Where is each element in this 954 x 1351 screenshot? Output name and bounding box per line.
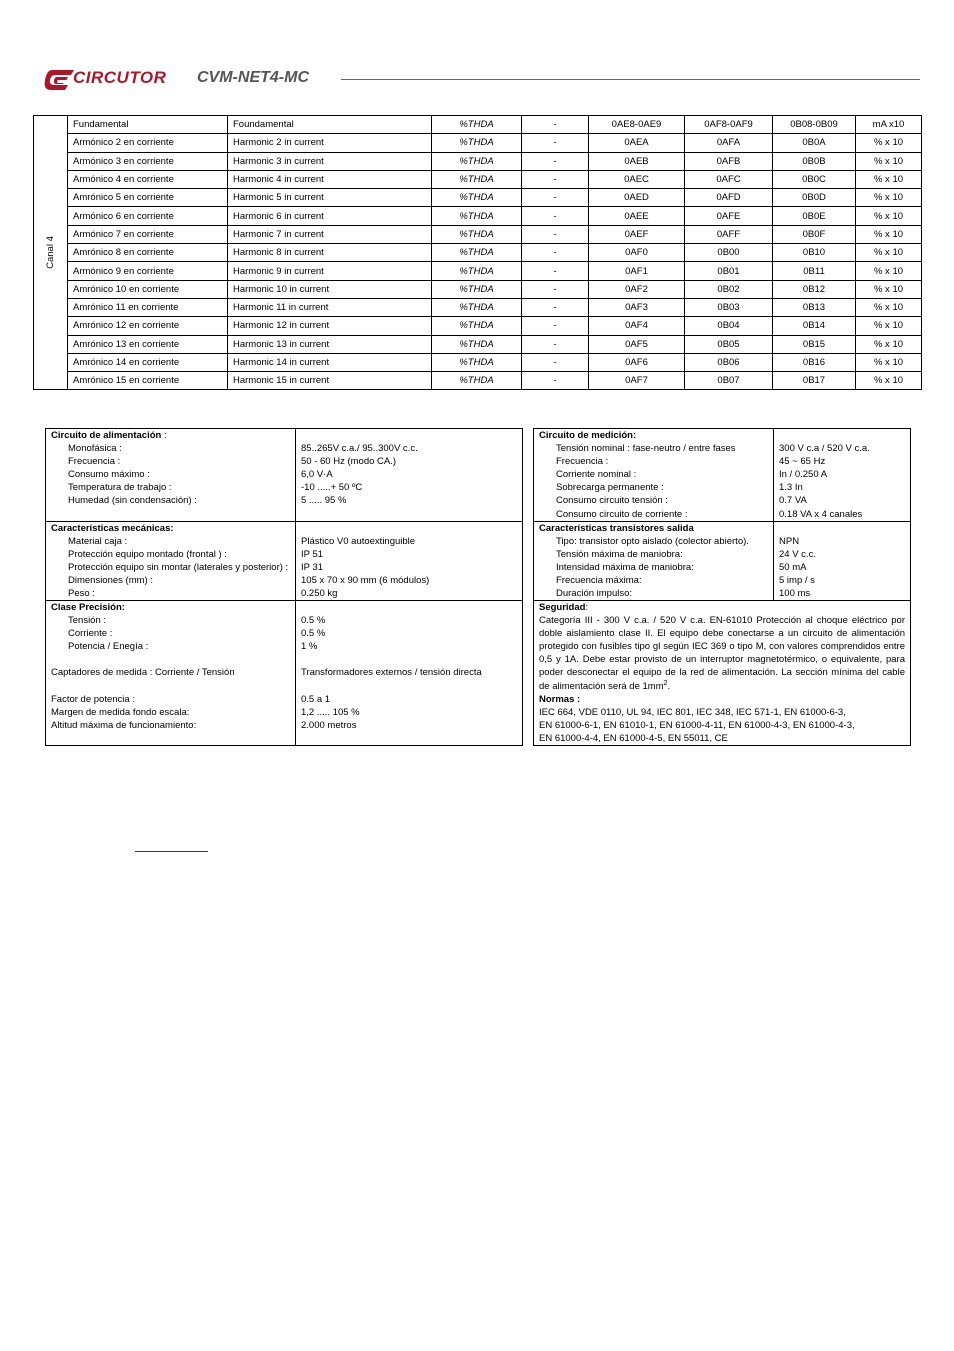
cell-unit: %THDA <box>432 335 522 353</box>
spec-value: IP 51 <box>301 549 324 561</box>
cell-unit: %THDA <box>432 225 522 243</box>
cell-address-3: 0B0F <box>773 225 856 243</box>
spec-value: -10 .....+ 50 ºC <box>301 482 363 494</box>
spec-value: 0.5 % <box>301 615 326 627</box>
standards-line: IEC 664, VDE 0110, UL 94, IEC 801, IEC 348, IEC 571-1, EN 61000-6-3, <box>539 706 846 718</box>
measurement-section <box>534 429 910 522</box>
cell-dash: - <box>522 116 589 134</box>
cell-address-1: 0AF5 <box>589 335 685 353</box>
spec-value: 5 ..... 95 % <box>301 495 347 507</box>
section-title: Circuito de alimentación : <box>51 430 167 441</box>
cell-unit: %THDA <box>432 189 522 207</box>
cell-description-en: Harmonic 11 in current <box>228 298 432 316</box>
spec-value: 1 % <box>301 641 318 653</box>
cell-scale: % x 10 <box>856 189 922 207</box>
cell-address-1: 0AF4 <box>589 317 685 335</box>
spec-label: Consumo máximo : <box>68 469 150 481</box>
underline-link[interactable] <box>135 851 208 852</box>
spec-label: Temperatura de trabajo : <box>68 482 172 494</box>
standards-title: Normas : <box>539 693 581 705</box>
cell-description-en: Harmonic 6 in current <box>228 207 432 225</box>
spec-value: 0.5 % <box>301 628 326 640</box>
cell-scale: mA x10 <box>856 116 922 134</box>
spec-label: Humedad (sin condensación) : <box>68 495 197 507</box>
standards-line: EN 61000-6-1, EN 61010-1, EN 61000-4-11, EN 61000-4-3, EN 61000-4-3, <box>539 719 855 731</box>
safety-text: Categoría III - 300 V c.a. / 520 V c.a. EN-61010 Protección al choque eléctrico por doble aislamiento clase II. El equipo debe conectarse a un circuito de alimentación protegido con fusibles tipo gl según IEC 369 o tipo M, con valores comprendidos entre 0,5 y 1A. Debe estar provisto de un interruptor magnetotérmico, o equivalente, para poder desconectar el equipo de la red de alimentación. La sección mínima del cable de alimentación será de $1mm^2$. <box>539 615 905 692</box>
spec-row <box>46 574 522 587</box>
spec-value: 24 V c.c. <box>779 549 816 561</box>
cell-address-1: 0AEB <box>589 152 685 170</box>
cell-unit: %THDA <box>432 152 522 170</box>
spec-value: 0.18 VA x 4 canales <box>779 508 863 520</box>
spec-value: 50 - 60 Hz (modo CA.) <box>301 456 397 468</box>
spec-row <box>534 587 910 600</box>
spec-row <box>46 627 522 640</box>
cell-scale: % x 10 <box>856 335 922 353</box>
spec-label: Protección equipo sin montar (laterales y posterior) : <box>68 562 289 574</box>
cell-description-en: Harmonic 7 in current <box>228 225 432 243</box>
spec-label: Tensión : <box>68 615 107 627</box>
header-rule <box>341 79 920 80</box>
cell-address-3: 0B0A <box>773 134 856 152</box>
cell-dash: - <box>522 134 589 152</box>
cell-scale: % x 10 <box>856 372 922 390</box>
cell-address-3: 0B15 <box>773 335 856 353</box>
model-name: CVM-NET4-MC <box>197 69 309 86</box>
cell-dash: - <box>522 189 589 207</box>
table-row <box>34 353 922 371</box>
cell-scale: % x 10 <box>856 152 922 170</box>
cell-unit: %THDA <box>432 280 522 298</box>
spec-row <box>534 561 910 574</box>
section-title: Seguridad: <box>539 602 589 613</box>
cell-scale: % x 10 <box>856 170 922 188</box>
spec-value: 0.5 a 1 <box>301 693 331 705</box>
spec-value: In / 0.250 A <box>779 469 828 481</box>
spec-row <box>46 561 522 574</box>
cell-address-3: 0B12 <box>773 280 856 298</box>
cell-unit: %THDA <box>432 134 522 152</box>
table-row <box>34 372 922 390</box>
spec-row <box>534 455 910 468</box>
spec-label: Corriente nominal : <box>556 469 637 481</box>
cell-address-3: 0B13 <box>773 298 856 316</box>
cell-address-2: 0AF8-0AF9 <box>685 116 773 134</box>
cell-description-es: Amrónico 13 en corriente <box>68 335 228 353</box>
cell-unit: %THDA <box>432 262 522 280</box>
spec-label: Tensión nominal : fase-neutro / entre fases <box>556 443 736 455</box>
spec-value: 1,2 ..... 105 % <box>301 706 360 718</box>
spec-label: Peso : <box>68 588 95 600</box>
spec-label: Frecuencia : <box>68 456 121 468</box>
cell-dash: - <box>522 335 589 353</box>
cell-address-2: 0B07 <box>685 372 773 390</box>
precision-section <box>46 601 522 745</box>
spec-row <box>46 693 522 706</box>
table-row <box>34 280 922 298</box>
cell-address-1: 0AEE <box>589 207 685 225</box>
spec-value: 1.3 In <box>779 482 803 494</box>
spec-label: Consumo circuito tensión : <box>556 495 668 507</box>
cell-address-3: 0B10 <box>773 244 856 262</box>
cell-scale: % x 10 <box>856 353 922 371</box>
cell-description-en: Harmonic 2 in current <box>228 134 432 152</box>
spec-label: Corriente : <box>68 628 113 640</box>
spec-row <box>534 535 910 548</box>
spec-row <box>46 587 522 600</box>
spec-value: 105 x 70 x 90 mm (6 módulos) <box>301 575 430 587</box>
spec-row <box>534 508 910 521</box>
safety-section <box>534 601 910 745</box>
cell-address-1: 0AF6 <box>589 353 685 371</box>
section-title: Características transistores salida <box>539 523 694 534</box>
spec-label: Factor de potencia : <box>51 693 135 705</box>
cell-description-es: Armónico 9 en corriente <box>68 262 228 280</box>
spec-label: Altitud máxima de funcionamiento: <box>51 719 197 731</box>
cell-description-en: Harmonic 8 in current <box>228 244 432 262</box>
spec-label: Tensión máxima de maniobra: <box>556 549 683 561</box>
cell-description-en: Harmonic 10 in current <box>228 280 432 298</box>
spec-row <box>534 494 910 507</box>
cell-unit: %THDA <box>432 207 522 225</box>
spec-row <box>46 666 522 679</box>
spec-row <box>46 535 522 548</box>
spec-row <box>534 574 910 587</box>
cell-description-es: Armónico 3 en corriente <box>68 152 228 170</box>
table-row <box>34 225 922 243</box>
spec-row <box>46 548 522 561</box>
spec-row <box>46 455 522 468</box>
spec-label: Margen de medida fondo escala: <box>51 706 190 718</box>
spec-label: Monofásica : <box>68 443 122 455</box>
cell-dash: - <box>522 298 589 316</box>
cell-dash: - <box>522 207 589 225</box>
spec-value: 50 mA <box>779 562 807 574</box>
cell-description-es: Amrónico 10 en corriente <box>68 280 228 298</box>
cell-address-1: 0AF7 <box>589 372 685 390</box>
page-header <box>44 64 920 96</box>
cell-address-2: 0AFD <box>685 189 773 207</box>
cell-address-3: 0B0B <box>773 152 856 170</box>
spec-row <box>46 468 522 481</box>
table-row <box>34 189 922 207</box>
cell-address-1: 0AF1 <box>589 262 685 280</box>
cell-address-2: 0AFC <box>685 170 773 188</box>
cell-description-es: Amrónico 8 en corriente <box>68 244 228 262</box>
cell-address-2: 0B02 <box>685 280 773 298</box>
table-row <box>34 152 922 170</box>
spec-label: Tipo: transistor opto aislado (colector abierto). <box>556 536 749 548</box>
standards-line: EN 61000-4-4, EN 61000-4-5, EN 55011, CE <box>539 732 728 744</box>
spec-label: Sobrecarga permanente : <box>556 482 664 494</box>
spec-value: IP 31 <box>301 562 324 574</box>
spec-label: Frecuencia máxima: <box>556 575 642 587</box>
spec-row <box>534 442 910 455</box>
spec-row <box>46 442 522 455</box>
spec-value: NPN <box>779 536 800 548</box>
spec-label: Protección equipo montado (frontal ) : <box>68 549 227 561</box>
table-row <box>34 335 922 353</box>
table-row <box>34 207 922 225</box>
cell-dash: - <box>522 262 589 280</box>
cell-description-en: Harmonic 15 in current <box>228 372 432 390</box>
table-row <box>34 262 922 280</box>
cell-address-2: 0B06 <box>685 353 773 371</box>
cell-description-en: Harmonic 3 in current <box>228 152 432 170</box>
cell-description-en: Harmonic 12 in current <box>228 317 432 335</box>
cell-scale: % x 10 <box>856 244 922 262</box>
cell-address-3: 0B16 <box>773 353 856 371</box>
mechanical-section <box>46 522 522 601</box>
cell-address-2: 0B03 <box>685 298 773 316</box>
table-row <box>34 116 922 134</box>
spec-row <box>534 481 910 494</box>
spec-label: Material caja : <box>68 536 128 548</box>
cell-address-1: 0AEF <box>589 225 685 243</box>
cell-address-1: 0AEC <box>589 170 685 188</box>
cell-address-3: 0B0D <box>773 189 856 207</box>
spec-label: Dimensiones (mm) : <box>68 575 153 587</box>
cell-scale: % x 10 <box>856 317 922 335</box>
spec-value: 85..265V c.a./ 95..300V c.c. <box>301 443 418 455</box>
cell-unit: %THDA <box>432 170 522 188</box>
spec-value: 300 V c.a / 520 V c.a. <box>779 443 870 455</box>
table-row <box>34 170 922 188</box>
cell-description-es: Amrónico 14 en corriente <box>68 353 228 371</box>
cell-address-1: 0AED <box>589 189 685 207</box>
cell-address-2: 0AFF <box>685 225 773 243</box>
cell-unit: %THDA <box>432 298 522 316</box>
cell-address-2: 0AFA <box>685 134 773 152</box>
cell-description-es: Armónico 2 en corriente <box>68 134 228 152</box>
table-row <box>34 317 922 335</box>
cell-description-en: Foundamental <box>228 116 432 134</box>
cell-dash: - <box>522 170 589 188</box>
cell-scale: % x 10 <box>856 298 922 316</box>
spec-label: Intensidad máxima de maniobra: <box>556 562 694 574</box>
cell-address-3: 0B14 <box>773 317 856 335</box>
spec-value: 6,0 V·A <box>301 469 333 481</box>
cell-scale: % x 10 <box>856 225 922 243</box>
cell-description-en: Harmonic 13 in current <box>228 335 432 353</box>
cell-address-2: 0AFB <box>685 152 773 170</box>
cell-scale: % x 10 <box>856 280 922 298</box>
cell-address-1: 0AF2 <box>589 280 685 298</box>
cell-dash: - <box>522 280 589 298</box>
brand-name: CIRCUTOR <box>73 68 167 87</box>
spec-value: 2.000 metros <box>301 719 357 731</box>
spec-label: Frecuencia : <box>556 456 609 468</box>
cell-dash: - <box>522 317 589 335</box>
cell-description-es: Amrónico 5 en corriente <box>68 189 228 207</box>
cell-unit: %THDA <box>432 244 522 262</box>
cell-description-es: Armónico 6 en corriente <box>68 207 228 225</box>
cell-address-2: 0B00 <box>685 244 773 262</box>
spec-value: Transformadores externos / tensión directa <box>301 667 482 679</box>
cell-description-en: Harmonic 4 in current <box>228 170 432 188</box>
cell-description-en: Harmonic 5 in current <box>228 189 432 207</box>
cell-dash: - <box>522 353 589 371</box>
section-title: Circuito de medición: <box>539 430 637 441</box>
spec-label: Potencia / Enegía : <box>68 641 149 653</box>
spec-value: 5 imp / s <box>779 575 815 587</box>
cell-unit: %THDA <box>432 372 522 390</box>
spec-value: Plástico V0 autoextinguible <box>301 536 416 548</box>
spec-row <box>46 614 522 627</box>
channel-label: Canal 4 <box>34 116 68 390</box>
cell-description-es: Amrónico 15 en corriente <box>68 372 228 390</box>
table-row <box>34 134 922 152</box>
spec-row <box>46 494 522 507</box>
power-supply-section <box>46 429 522 522</box>
spec-row <box>534 548 910 561</box>
cell-description-es: Fundamental <box>68 116 228 134</box>
cell-scale: % x 10 <box>856 262 922 280</box>
cell-description-es: Amrónico 12 en corriente <box>68 317 228 335</box>
cell-description-es: Armónico 4 en corriente <box>68 170 228 188</box>
cell-scale: % x 10 <box>856 134 922 152</box>
harmonics-table <box>33 115 922 390</box>
cell-address-3: 0B0E <box>773 207 856 225</box>
cell-address-1: 0AF3 <box>589 298 685 316</box>
output-transistors-section <box>534 522 910 601</box>
spec-label: Duración impulso: <box>556 588 633 600</box>
spec-row <box>46 481 522 494</box>
spec-row <box>534 468 910 481</box>
cell-unit: %THDA <box>432 317 522 335</box>
spec-label: Captadores de medida : Corriente / Tensión <box>51 667 235 679</box>
cell-address-2: 0B01 <box>685 262 773 280</box>
cell-address-2: 0B05 <box>685 335 773 353</box>
cell-address-3: 0B0C <box>773 170 856 188</box>
cell-dash: - <box>522 225 589 243</box>
cell-address-3: 0B17 <box>773 372 856 390</box>
cell-address-1: 0AE8-0AE9 <box>589 116 685 134</box>
cell-address-2: 0B04 <box>685 317 773 335</box>
section-title: Clase Precisión: <box>51 602 125 613</box>
cell-scale: % x 10 <box>856 207 922 225</box>
table-row <box>34 244 922 262</box>
cell-dash: - <box>522 372 589 390</box>
cell-unit: %THDA <box>432 116 522 134</box>
cell-unit: %THDA <box>432 353 522 371</box>
cell-address-3: 0B11 <box>773 262 856 280</box>
section-title: Características mecánicas: <box>51 523 174 534</box>
table-row <box>34 298 922 316</box>
cell-address-1: 0AEA <box>589 134 685 152</box>
cell-address-1: 0AF0 <box>589 244 685 262</box>
cell-description-en: Harmonic 14 in current <box>228 353 432 371</box>
spec-value: 45 ~ 65 Hz <box>779 456 826 468</box>
cell-address-3: 0B08-0B09 <box>773 116 856 134</box>
cell-description-es: Amrónico 11 en corriente <box>68 298 228 316</box>
cell-description-en: Harmonic 9 in current <box>228 262 432 280</box>
spec-value: 0.7 VA <box>779 495 807 507</box>
spec-row <box>46 719 522 732</box>
cell-dash: - <box>522 244 589 262</box>
cell-address-2: 0AFE <box>685 207 773 225</box>
spec-row <box>46 640 522 653</box>
spec-value: 100 ms <box>779 588 811 600</box>
spec-label: Consumo circuito de corriente : <box>556 508 688 520</box>
cell-description-es: Armónico 7 en corriente <box>68 225 228 243</box>
cell-dash: - <box>522 152 589 170</box>
specs-right-box <box>533 428 911 746</box>
spec-row <box>46 706 522 719</box>
specs-left-box <box>45 428 523 746</box>
spec-value: 0.250 kg <box>301 588 338 600</box>
